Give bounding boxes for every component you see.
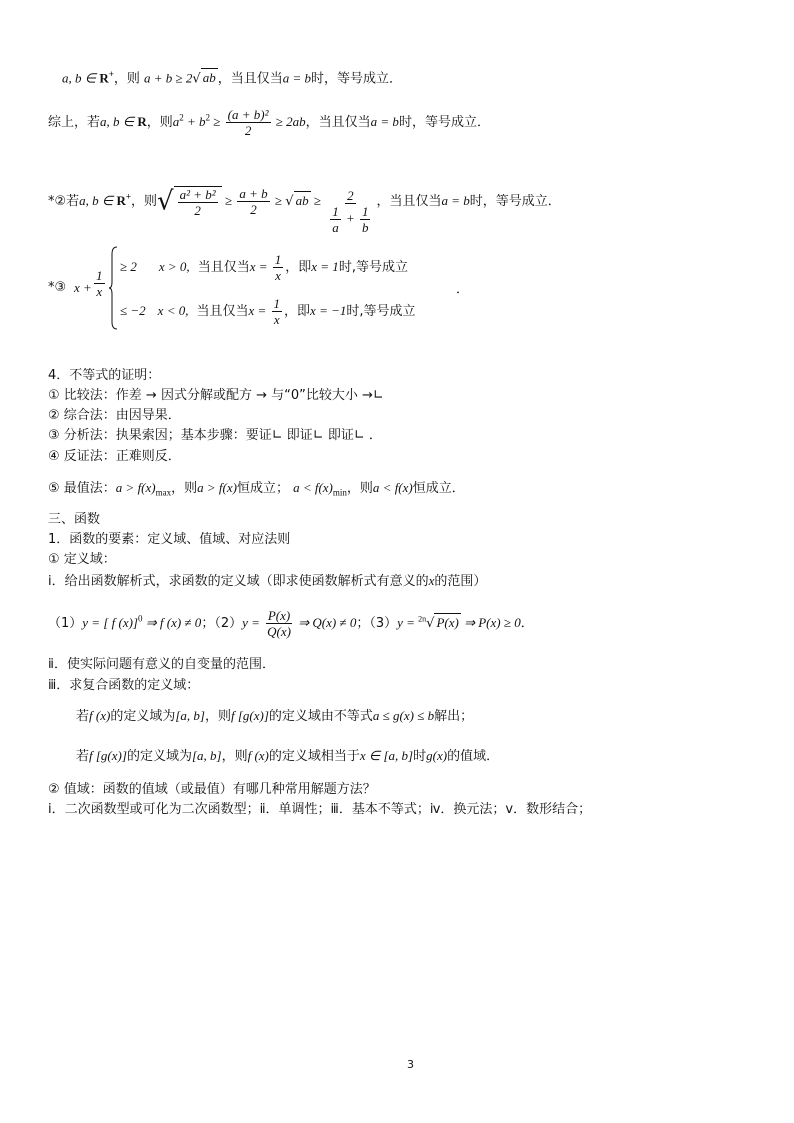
text: max	[155, 487, 172, 498]
text: ，当且仅当	[376, 194, 442, 209]
fraction	[94, 268, 105, 299]
text: 1	[332, 204, 339, 219]
text: x = −1	[310, 303, 347, 318]
line-amgm-positive	[62, 65, 402, 88]
text: ⇒ f (x) ≠ 0	[142, 615, 202, 630]
piecewise-block	[48, 246, 488, 332]
text: ．	[520, 616, 534, 631]
text: 若	[76, 709, 90, 724]
text: ，即	[284, 304, 311, 319]
text: ab	[202, 70, 216, 86]
text: +	[342, 210, 358, 226]
text: P(x)	[267, 608, 291, 623]
piecewise-row-2	[120, 296, 416, 327]
text: ⇒ P(x) ≥ 0	[460, 615, 521, 630]
text: ⇒ Q(x) ≠ 0	[294, 615, 357, 630]
text: a, b ∈	[100, 114, 138, 129]
text: 的定义域为	[110, 709, 176, 724]
list-item	[48, 572, 486, 591]
fraction	[226, 107, 271, 138]
text: a, b ∈	[62, 70, 100, 86]
text: ⑤ 最值法：	[48, 481, 116, 496]
fraction	[178, 187, 218, 218]
text: 1	[96, 268, 103, 283]
text: 恒成立．	[412, 481, 465, 496]
text: ≥	[221, 193, 236, 208]
text: 综上，若	[48, 115, 101, 130]
radical-icon: √	[192, 71, 201, 87]
text: ，当且仅当	[217, 71, 283, 87]
text: R	[116, 193, 126, 208]
text: 2	[347, 188, 354, 203]
text: ，当且仅当	[305, 115, 371, 130]
text: 若	[66, 194, 80, 209]
text: ≥	[210, 114, 224, 129]
text: 时,等号成立	[338, 260, 408, 275]
text: 2	[205, 112, 211, 123]
text: x	[428, 573, 435, 588]
text: 时,等号成立	[346, 304, 416, 319]
text: 0	[137, 613, 143, 624]
domain-cases	[48, 608, 534, 639]
text: (a + b)²	[227, 107, 269, 122]
text: x < 0,	[157, 303, 189, 318]
text: a	[332, 220, 339, 235]
text: ，则	[221, 749, 248, 764]
text: 的值域．	[447, 749, 500, 764]
piecewise-row-1	[120, 252, 408, 283]
text: y =	[242, 615, 264, 630]
text: ≤ −2	[120, 303, 146, 318]
text: a = b	[441, 193, 470, 208]
line-mean-chain	[48, 168, 561, 235]
fraction	[360, 204, 371, 235]
text: 时，等号成立．	[398, 115, 490, 130]
text: 1	[274, 252, 282, 267]
text: x ∈ [a, b]	[359, 748, 414, 763]
denominator	[326, 204, 374, 235]
list-item	[48, 479, 465, 502]
fraction	[273, 252, 284, 283]
page-number: 3	[407, 1058, 414, 1071]
fraction	[272, 296, 283, 327]
fraction	[265, 608, 293, 639]
text: ，则	[113, 71, 144, 87]
text: ，则	[346, 481, 373, 496]
text: 1	[273, 296, 281, 311]
text: x	[96, 284, 103, 299]
list-item: ⅰ．二次函数型或可化为二次函数型；ⅱ．单调性；ⅲ．基本不等式；ⅳ．换元法；ⅴ．数形结合；	[48, 802, 592, 817]
text: x = 1	[311, 259, 339, 274]
text: f [g(x)]	[89, 748, 127, 763]
text: 解出；	[434, 709, 474, 724]
text: a = b	[370, 114, 399, 129]
text: R	[99, 70, 109, 86]
text: 2	[244, 123, 252, 138]
text: ；（3）	[356, 616, 398, 631]
radical-icon: √	[157, 186, 174, 217]
text: x =	[249, 259, 271, 274]
text: 2	[250, 202, 257, 217]
composite-rule-2	[76, 747, 499, 766]
subsection-title: ① 定义域：	[48, 552, 116, 567]
text: +	[125, 191, 132, 202]
text: a² + b²	[179, 186, 216, 202]
text: （1）	[48, 616, 83, 631]
text: ，即	[285, 260, 312, 275]
text: a < f(x)	[293, 480, 333, 495]
text: *②	[48, 194, 67, 209]
text: + b	[183, 114, 206, 129]
subsection-title: ② 值域：函数的值域（或最值）有哪几种常用解题方法？	[48, 782, 376, 797]
list-item: ⅱ．使实际问题有意义的自变量的范围．	[48, 657, 275, 672]
text: R	[137, 114, 147, 129]
text: a ≤ g(x) ≤ b	[372, 708, 435, 723]
text: ．	[456, 282, 470, 297]
text: ；（2）	[201, 616, 243, 631]
text: 的定义域由不等式	[268, 709, 373, 724]
text: x > 0,	[158, 259, 190, 274]
text: g(x)	[426, 748, 448, 763]
list-item: ④ 反证法：正难则反．	[48, 449, 181, 464]
text: ≥ 2	[120, 259, 137, 274]
text: a, b ∈	[79, 193, 117, 208]
text: a > f(x)	[197, 480, 237, 495]
text: 2	[194, 202, 201, 218]
text: 2n	[418, 614, 427, 624]
text: a > f(x)	[115, 480, 156, 495]
radical-icon: √	[426, 616, 435, 631]
text: a + b	[239, 186, 268, 201]
fraction	[330, 204, 341, 235]
text: Q(x)	[267, 624, 291, 639]
line-summary	[48, 107, 490, 138]
text: ≥ 2ab	[272, 114, 306, 129]
text: a + b ≥ 2	[144, 70, 193, 86]
text: ≥	[310, 193, 325, 208]
text: 恒成立；	[236, 481, 294, 496]
text: y =	[397, 615, 419, 630]
text: 1	[361, 204, 369, 219]
text: [a, b]	[191, 748, 222, 763]
text: 当且仅当	[196, 304, 249, 319]
list-item: ① 比较法：作差 → 因式分解或配方 → 与“0”比较大小 →∟	[48, 388, 384, 403]
text: ，则	[146, 115, 173, 130]
subsection-title: 1．函数的要素：定义域、值域、对应法则	[48, 532, 291, 547]
text: b	[361, 220, 369, 235]
text: 的定义域相当于	[268, 749, 360, 764]
fraction	[237, 186, 269, 217]
text: a	[172, 114, 180, 129]
composite-rule-1	[76, 707, 473, 726]
text: x	[273, 312, 280, 327]
text: a < f(x)	[372, 480, 413, 495]
text: ab	[295, 193, 309, 208]
radical-content	[174, 186, 222, 218]
text: a = b	[282, 70, 312, 86]
text: 时，等号成立．	[469, 194, 561, 209]
fraction	[326, 188, 374, 235]
text: 时	[413, 749, 427, 764]
text: 的范围）	[434, 574, 487, 589]
list-item: ⅲ．求复合函数的定义域：	[48, 678, 200, 693]
text: x =	[248, 303, 270, 318]
list-item: ② 综合法：由因导果．	[48, 408, 181, 423]
text: ，则	[131, 194, 158, 209]
text: min	[332, 487, 347, 498]
section-title: 4．不等式的证明：	[48, 368, 161, 383]
text: P(x)	[436, 615, 459, 630]
text: 2	[179, 112, 184, 123]
text: ，则	[171, 481, 198, 496]
radical-icon: √	[285, 194, 294, 209]
text: y = [ f (x)]	[82, 615, 138, 630]
list-item: ③ 分析法：执果索因；基本步骤：要证∟ 即证∟ 即证∟ ．	[48, 428, 382, 443]
text: ≥	[271, 193, 286, 208]
text: 若	[76, 749, 90, 764]
text: x +	[74, 280, 92, 295]
text: ⅰ．给出函数解析式，求函数的定义域（即求使函数解析式有意义的	[48, 574, 429, 589]
text: 的定义域为	[126, 749, 192, 764]
section-title: 三、函数	[48, 512, 101, 527]
text: +	[108, 69, 114, 79]
text: ，则	[204, 709, 231, 724]
brace-icon	[108, 246, 118, 330]
text: *③	[48, 280, 67, 295]
text: 时，等号成立．	[311, 71, 403, 87]
text: x	[275, 268, 281, 283]
text: [a, b]	[175, 708, 205, 723]
text: 当且仅当	[197, 260, 250, 275]
text: f [g(x)]	[230, 708, 269, 723]
text: f (x)	[247, 748, 269, 763]
text: f (x)	[89, 708, 111, 723]
